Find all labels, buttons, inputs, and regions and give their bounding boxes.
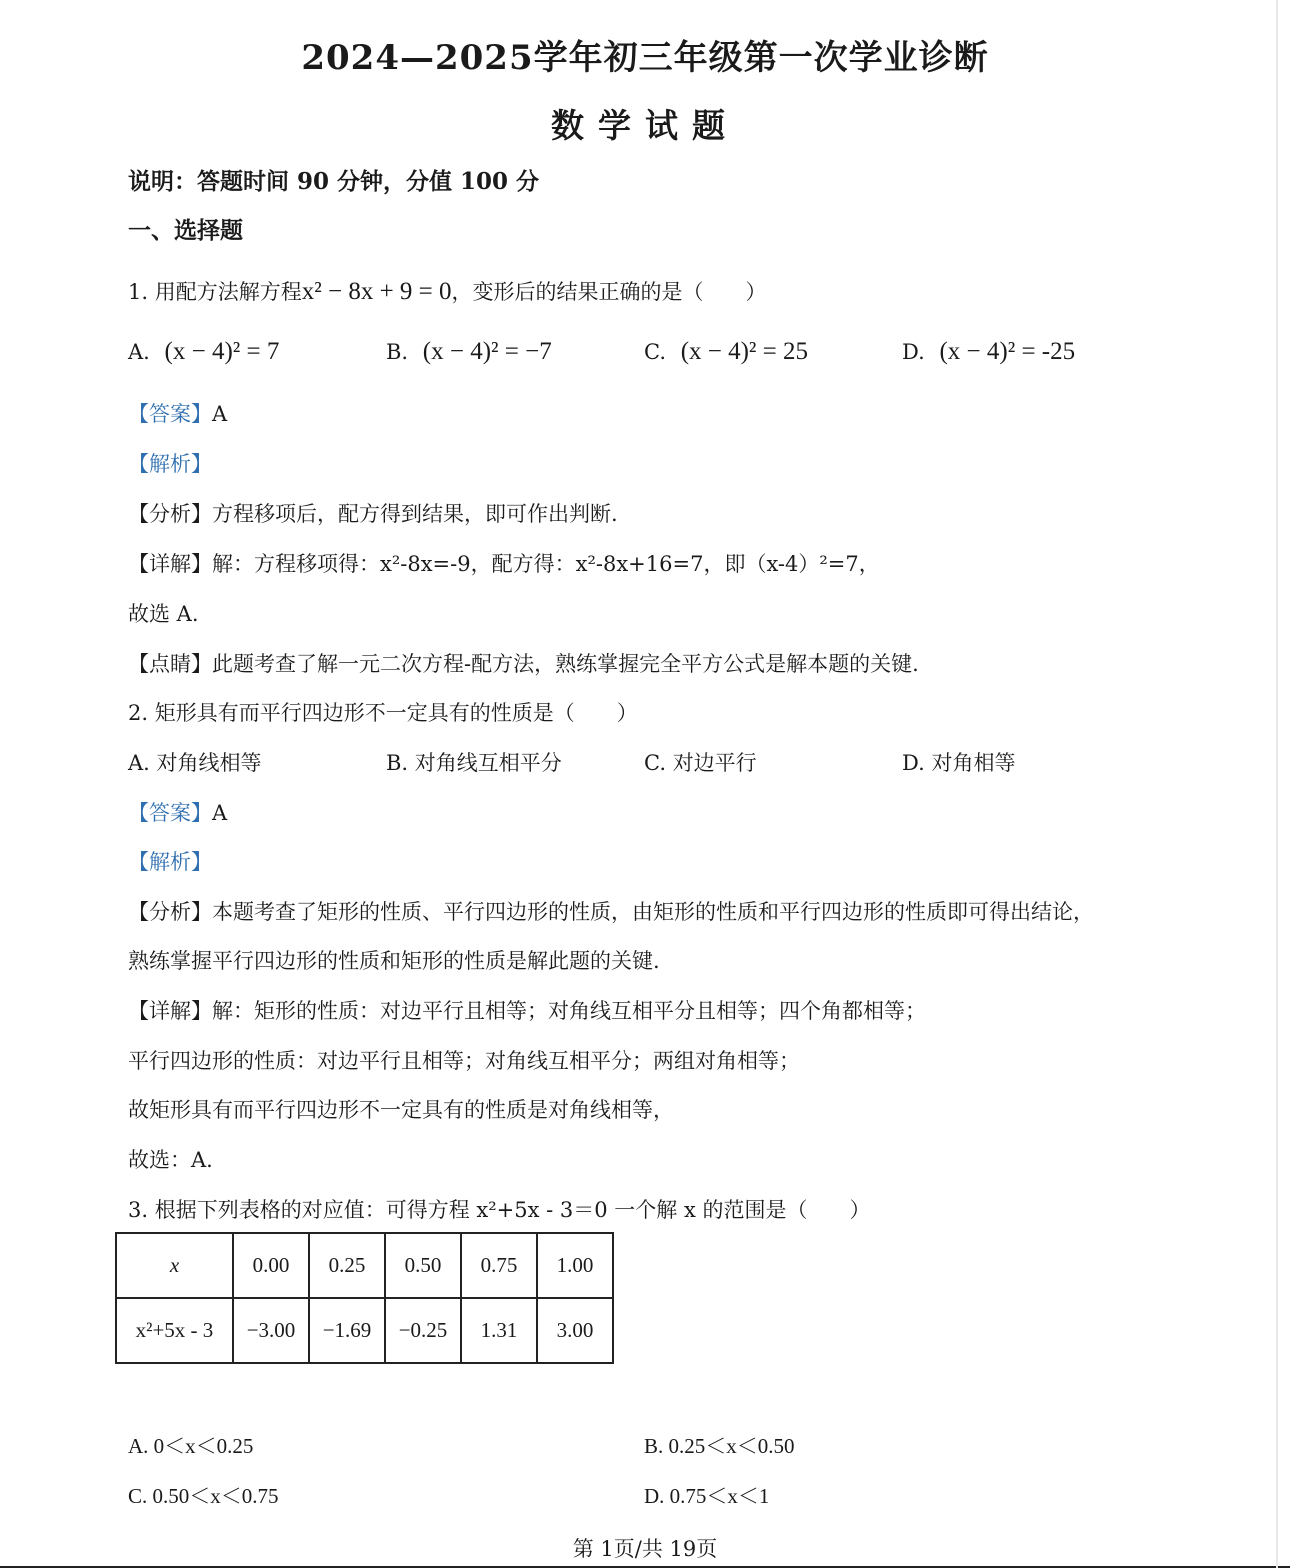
q2-fenxi-line1: 【分析】本题考查了矩形的性质、平行四边形的性质，由矩形的性质和平行四边形的性质即可得出结论， [128, 900, 1094, 924]
q1-conclusion: 故选 A. [128, 602, 199, 626]
table-head-fx: x²+5x - 3 [116, 1298, 233, 1363]
table-cell: −0.25 [385, 1298, 461, 1363]
option-label: B. [386, 751, 409, 775]
q2-option-b [386, 747, 562, 777]
option-label: C. [644, 340, 666, 364]
option-label: A. [128, 340, 150, 364]
option-text: 对角线相等 [156, 751, 262, 775]
exam-subtitle: 数学试题 [551, 106, 739, 145]
q1-equation: x² − 8x + 9 = 0 [301, 278, 452, 305]
q3-option-d [644, 1480, 769, 1510]
table-cell: 0.75 [461, 1233, 537, 1298]
q1-dianjing: 【点睛】此题考查了解一元二次方程-配方法，熟练掌握完全平方公式是解本题的关键. [128, 652, 919, 676]
answer-value: A [212, 402, 228, 426]
option-text: 0.50＜x＜0.75 [152, 1484, 279, 1508]
option-text: 0.75＜x＜1 [669, 1484, 770, 1508]
option-text: (x − 4)² = -25 [939, 338, 1076, 365]
option-text: 0＜x＜0.25 [153, 1434, 254, 1458]
table-cell: 0.25 [309, 1233, 385, 1298]
table-cell: 3.00 [537, 1298, 613, 1363]
table-cell: 1.31 [461, 1298, 537, 1363]
q2-fenxi-line2: 熟练掌握平行四边形的性质和矩形的性质是解此题的关键. [128, 949, 660, 973]
q1-fenxi: 【分析】方程移项后，配方得到结果，即可作出判断. [128, 502, 618, 526]
q1-option-d [902, 338, 1075, 366]
q3-option-c [128, 1480, 279, 1510]
q2-analysis-tag: 【解析】 [128, 850, 212, 874]
option-label: D. [902, 340, 925, 364]
q2-option-a [128, 747, 262, 777]
q3-stem: 3. 根据下列表格的对应值：可得方程 x²+5x - 3＝0 一个解 x 的范围是（ ） [128, 1198, 871, 1222]
q3-option-a [128, 1430, 253, 1460]
q3-value-table [115, 1232, 614, 1364]
q1-stem [128, 276, 767, 306]
q2-xiangjie-line3: 故矩形具有而平行四边形不一定具有的性质是对角线相等， [128, 1098, 674, 1122]
q2-conclusion: 故选：A. [128, 1148, 213, 1172]
option-text: 0.25＜x＜0.50 [668, 1434, 795, 1458]
table-row [116, 1233, 613, 1298]
q2-stem: 2. 矩形具有而平行四边形不一定具有的性质是（ ） [128, 701, 638, 725]
option-label: A. [128, 751, 150, 775]
table-row [116, 1298, 613, 1363]
table-cell: −1.69 [309, 1298, 385, 1363]
option-label: B. [386, 340, 409, 364]
q1-analysis-tag: 【解析】 [128, 452, 212, 476]
q1-option-b [386, 338, 552, 366]
q1-option-c [644, 338, 808, 366]
q1-stem-suffix: ，变形后的结果正确的是（ ） [451, 280, 767, 304]
exam-title: 2024—2025学年初三年级第一次学业诊断 [301, 38, 989, 78]
right-edge-divider [1276, 0, 1278, 1568]
q2-xiangjie-line1: 【详解】解：矩形的性质：对边平行且相等；对角线互相平分且相等；四个角都相等； [128, 999, 926, 1023]
answer-value: A [212, 801, 228, 825]
table-cell: −3.00 [233, 1298, 309, 1363]
q1-xiangjie: 【详解】解：方程移项得：x²-8x=-9，配方得：x²-8x+16=7，即（x-4）²=7， [128, 552, 880, 576]
q2-option-c [644, 747, 757, 777]
table-cell: 0.00 [233, 1233, 309, 1298]
answer-tag: 【答案】 [128, 801, 212, 825]
option-label: D. [644, 1484, 665, 1508]
q3-option-b [644, 1430, 795, 1460]
q2-answer [128, 797, 227, 827]
table-cell: 0.50 [385, 1233, 461, 1298]
q1-option-a [128, 338, 279, 366]
option-text: 对角相等 [931, 751, 1016, 775]
option-text: 对边平行 [672, 751, 757, 775]
option-label: C. [128, 1484, 148, 1508]
section-heading: 一、选择题 [128, 217, 243, 244]
q1-answer [128, 398, 227, 428]
page-number: 第 1页/共 19页 [572, 1537, 718, 1561]
table-cell: 1.00 [537, 1233, 613, 1298]
option-text: (x − 4)² = 25 [680, 338, 809, 365]
answer-tag: 【答案】 [128, 402, 212, 426]
option-label: B. [644, 1434, 664, 1458]
table-head-x: x [116, 1233, 233, 1298]
option-label: D. [902, 751, 925, 775]
option-text: (x − 4)² = −7 [422, 338, 552, 365]
option-label: C. [644, 751, 666, 775]
option-text: 对角线互相平分 [414, 751, 562, 775]
option-text: (x − 4)² = 7 [164, 338, 280, 365]
option-label: A. [128, 1434, 149, 1458]
q1-stem-prefix: 1. 用配方法解方程 [128, 280, 302, 304]
exam-note: 说明：答题时间 90 分钟，分值 100 分 [128, 168, 540, 195]
q2-xiangjie-line2: 平行四边形的性质：对边平行且相等；对角线互相平分；两组对角相等； [128, 1049, 800, 1073]
q2-option-d [902, 747, 1015, 777]
